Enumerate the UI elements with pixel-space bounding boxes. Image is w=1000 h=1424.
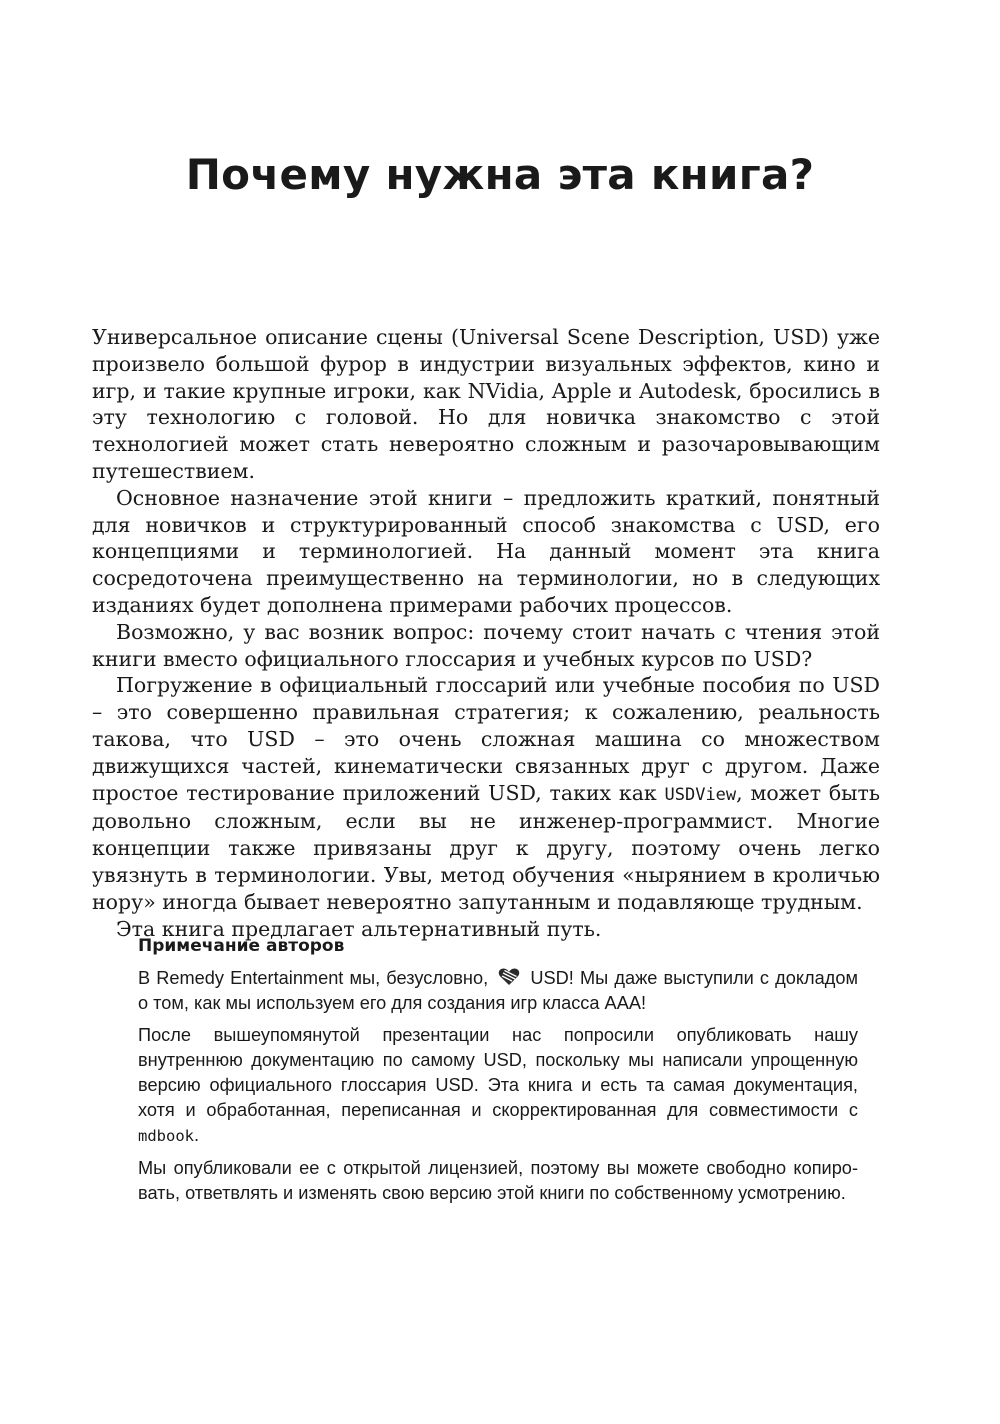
note-paragraph-3: Мы опубликовали ее с открытой лицензией, поэтому вы можете свободно копировать, ответвлять и изменять свою версию этой книги по собственному усмотрению. (138, 1158, 858, 1203)
note-paragraph-2 (138, 1023, 858, 1149)
authors-note (138, 934, 858, 1213)
paragraph-complexity-text-1: Погружение в официальный глоссарий или учебные пособия по USD – это совершенно правильная стратегия; к сожалению, реальность такова, что USD – это очень сложная машина со множеством движущихся частей, кинематически связанных друг с другом. Даже простое тестирование приложений USD, таких как (92, 673, 880, 805)
heart-icon (498, 968, 520, 986)
paragraph-intro: Универсальное описание сцены (Universal Scene Description, USD) уже произвело большой фурор в индустрии визуальных эффектов, кино и игр, и такие крупные игроки, как NVidia, Apple и Autodesk, бросились в эту технологию с головой. Но для новичка знакомство с этой технологией может стать невероятно сложным и разочаровывающим путешествием. (92, 325, 880, 483)
paragraph-purpose: Основное назначение этой книги – предложить краткий, понятный для новичков и структурированный способ знакомства с USD, его концепциями и терминологией. На данный момент эта книга сосредоточена преимущественно на терминологии, но в следующих изданиях будет дополнена примерами рабочих процессов. (92, 485, 880, 617)
note-text-2b: . (194, 1125, 200, 1145)
note-paragraph-1 (138, 966, 858, 1016)
note-text-1b: USD! Мы даже выступили с докладом о том, как мы используем его для создания игр класса AAA! (138, 968, 858, 1013)
note-text-2a: После вышеупомянутой презентации нас попросили опубликовать нашу внутреннюю документацию по самому USD, поскольку мы написали упрощенную версию официального глоссария USD. Эта книга и есть та самая документация, хотя и обработанная, переписанная и скорректированная для совместимости с (138, 1025, 858, 1120)
page-title: Почему нужна эта книга? (185, 150, 815, 199)
note-text-1a: В Remedy Entertainment мы, безусловно, (138, 968, 489, 988)
paragraph-complexity (92, 672, 880, 915)
paragraph-question: Возможно, у вас возник вопрос: почему стоит начать с чтения этой книги вместо официального глоссария и учебных курсов по USD? (92, 619, 880, 671)
paragraph-complexity-text-2: , может быть довольно сложным, если вы не инженер-программист. Многие концепции также привязаны друг к другу, поэтому очень легко увязнуть в терминологии. Увы, метод обучения «нырянием в кроличью нору» иногда бывает невероятно запутанным и подавляюще трудным. (92, 780, 880, 914)
note-title: Примечание авторов (138, 936, 345, 956)
code-usdview: USDView (664, 784, 737, 805)
paragraph-alternative: Эта книга предлагает альтернативный путь. (116, 916, 602, 941)
main-text (92, 324, 880, 942)
code-mdbook: mdbook (138, 1127, 194, 1145)
